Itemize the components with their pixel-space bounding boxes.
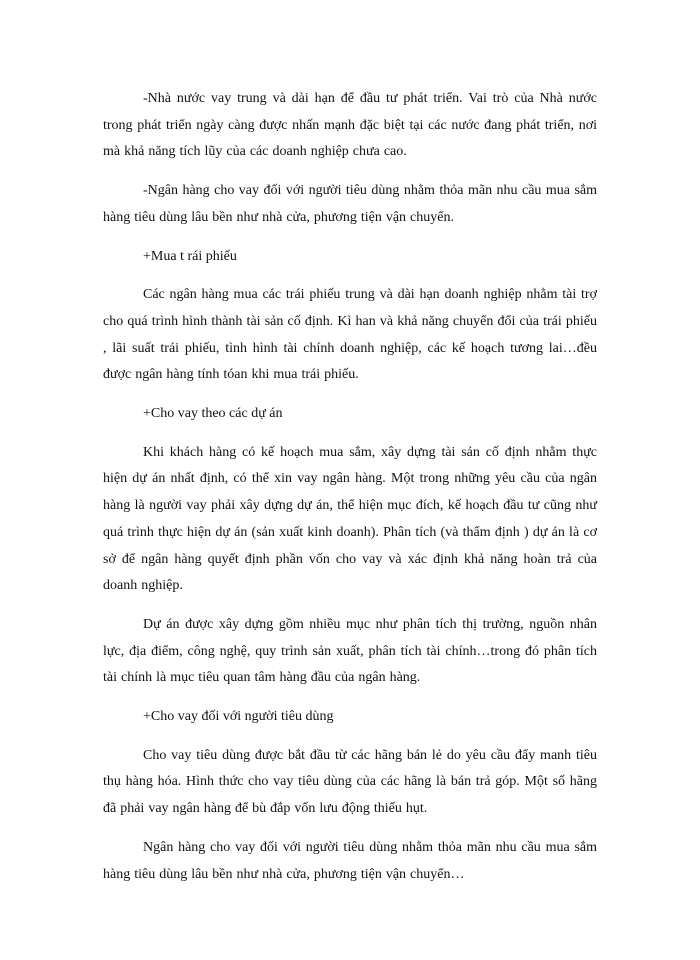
paragraph-consumer-lending-purpose: Ngân hàng cho vay đối với người tiêu dùng nhằm thỏa mãn nhu cầu mua sắm hàng tiêu dùng lâu bền như nhà cửa, phương tiện vận chuyển… — [103, 839, 597, 882]
paragraph-consumer-lending-origin: Cho vay tiêu dùng được bắt đầu từ các hãng bán lẻ do yêu cầu đẩy manh tiêu thụ hàng hóa. Hình thức cho vay tiêu dùng của các hãng là bán trả góp. Một số hãng đã phải vay ngân hàng để bù đắp vốn lưu động thiếu hụt. — [103, 747, 597, 817]
heading-project-lending: +Cho vay theo các dự án — [143, 406, 283, 422]
heading-bond-purchase: +Mua t rái phiếu — [143, 248, 237, 264]
paragraph-consumer-lending-intro: -Ngân hàng cho vay đối với người tiêu dùng nhằm thỏa mãn nhu cầu mua sắm hàng tiêu dùng lâu bền như nhà cửa, phương tiện vận chuyển. — [103, 183, 597, 225]
paragraph-bond-purchase: Các ngân hàng mua các trái phiếu trung và dài hạn doanh nghiệp nhằm tài trợ cho quá trình hình thành tài sản cố định. Kì han và khả năng chuyển đổi của trái phiếu , lãi suất trái phiếu, tình hình tài chính doanh nghiệp, các kế hoạch tương lai…đều được ngân hàng tính tóan khi mua trái phiếu. — [103, 287, 597, 383]
paragraph-project-lending: Khi khách hàng có kế hoạch mua sắm, xây dựng tài sản cố định nhằm thực hiện dự án nhất định, có thể xin vay ngân hàng. Một trong những yêu cầu của ngân hàng là người vay phải xây dựng dự án, thể hiện mục đích, kế hoạch đầu tư cũng như quá trình thực hiện dự án (sản xuất kinh doanh). Phân tích (và thẩm định ) dự án là cơ sở để ngân hàng quyết định phần vốn cho vay và xác định khả năng hoàn trả của doanh nghiệp. — [103, 444, 597, 594]
heading-consumer-lending: +Cho vay đối với người tiêu dùng — [143, 709, 334, 725]
paragraph-state-borrowing: -Nhà nước vay trung và dài hạn để đầu tư phát triển. Vai trò của Nhà nước trong phát triển ngày càng được nhấn mạnh đặc biệt tại các nước đang phát triển, nơi mà khả năng tích lũy của các doanh nghiệp chưa cao. — [103, 91, 597, 160]
document-body — [103, 86, 597, 900]
paragraph-project-components: Dự án được xây dựng gồm nhiều mục như phân tích thị trường, nguồn nhân lực, địa điểm, công nghệ, quy trình sản xuất, phân tích tài chính…trong đó phân tích tài chính là mục tiêu quan tâm hàng đầu của ngân hàng. — [103, 616, 597, 686]
